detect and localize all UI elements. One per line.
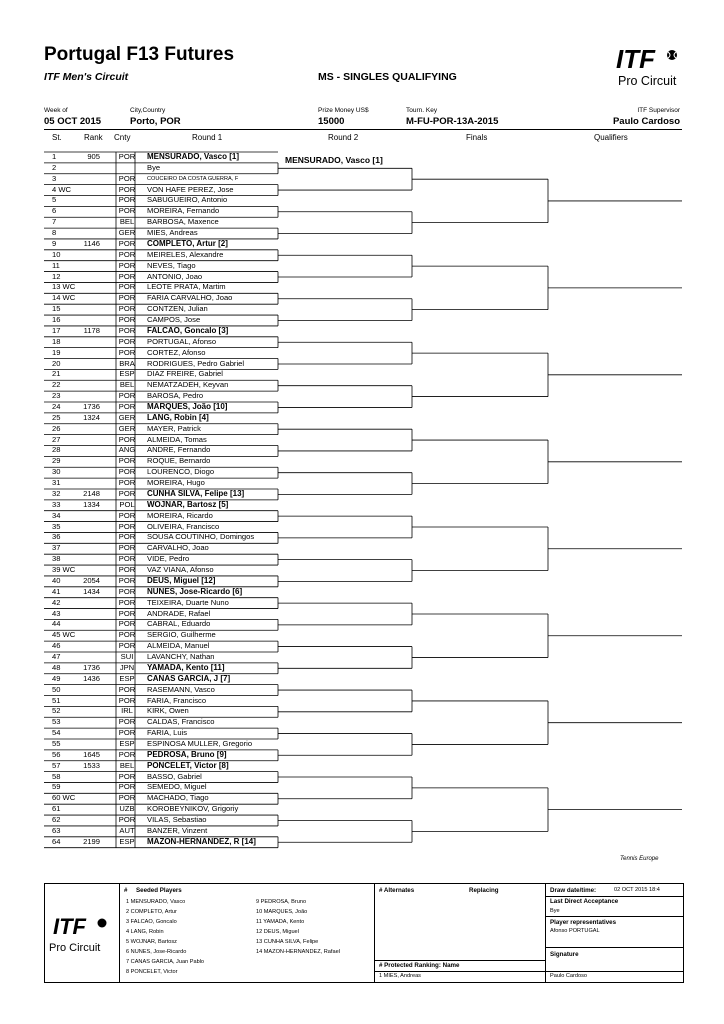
player-name: RODRIGUES, Pedro Gabriel xyxy=(147,358,245,368)
player-country: AUT xyxy=(119,825,135,835)
player-country: POR xyxy=(118,456,136,466)
seeded-player: 12 DEUS, Miguel xyxy=(256,929,299,935)
draw-position: 63 xyxy=(52,825,61,835)
player-name: CONTZEN, Julian xyxy=(147,304,208,314)
player-rank: 1324 xyxy=(83,412,100,422)
prize-value: 15000 xyxy=(318,116,345,127)
player-name: FARIA, Luis xyxy=(147,728,188,738)
player-name: CORTEZ, Afonso xyxy=(147,347,206,357)
player-country: GER xyxy=(118,228,136,238)
col-qualifiers: Qualifiers xyxy=(594,133,628,142)
player-name: LEOTE PRATA, Martim xyxy=(147,282,226,292)
draw-position: 23 xyxy=(52,391,61,401)
tennis-europe-logo: Tennis Europe xyxy=(620,856,659,862)
tourn-key-value: M-FU-POR-13A-2015 xyxy=(406,116,499,127)
player-name: MARQUES, João [10] xyxy=(147,402,228,411)
player-name: MAYER, Patrick xyxy=(147,423,201,433)
player-country: ANG xyxy=(118,445,136,455)
player-country: POR xyxy=(118,195,136,205)
draw-position: 35 xyxy=(52,521,61,531)
seeded-player: 1 MENSURADO, Vasco xyxy=(126,899,186,905)
itf-logo-word: ITF xyxy=(616,44,655,74)
player-name: KIRK, Owen xyxy=(147,706,189,716)
player-name: COMPLETO, Artur [2] xyxy=(147,238,228,248)
draw-position: 28 xyxy=(52,445,61,455)
player-country: BEL xyxy=(119,217,135,227)
player-name: NEMATZADEH, Keyvan xyxy=(147,380,229,390)
player-country: POR xyxy=(118,478,136,488)
player-name: CALDAS, Francisco xyxy=(147,717,215,727)
player-rank: 1436 xyxy=(83,673,100,683)
player-country: POR xyxy=(118,815,136,825)
seeded-player: 11 YAMADA, Kento xyxy=(256,919,305,925)
draw-position: 16 xyxy=(52,315,61,325)
draw-position: 43 xyxy=(52,608,61,618)
player-country: GER xyxy=(118,423,136,433)
player-country: POR xyxy=(118,467,136,477)
seeded-players xyxy=(120,884,375,982)
player-country: POR xyxy=(118,488,136,498)
draw-position: 26 xyxy=(52,423,61,433)
prize-label: Prize Money US$ xyxy=(318,107,369,114)
player-rank: 1736 xyxy=(83,662,100,672)
player-name: BAROSA, Pedro xyxy=(147,391,204,401)
seeded-player: 5 WOJNAR, Bartosz xyxy=(126,939,177,945)
draw-position: 20 xyxy=(52,358,61,368)
player-country: POR xyxy=(118,554,136,564)
draw-position: 53 xyxy=(52,717,61,727)
city-label: City,Country xyxy=(130,107,166,114)
player-country: ESP xyxy=(119,738,135,748)
player-country: POR xyxy=(118,293,136,303)
player-country: POR xyxy=(118,565,136,575)
draw-position: 9 xyxy=(52,238,57,248)
player-name: TEIXEIRA, Duarte Nuno xyxy=(147,597,229,607)
player-rank: 2054 xyxy=(83,575,100,585)
protected-title: # Protected Ranking: Name xyxy=(379,962,460,969)
player-country: POR xyxy=(118,597,136,607)
player-country: ESP xyxy=(119,673,135,683)
player-country: POR xyxy=(118,771,136,781)
player-name: YAMADA, Kento [11] xyxy=(147,662,225,672)
player-country: SUI xyxy=(120,652,134,662)
player-country: POR xyxy=(118,260,136,270)
player-name: ALMEIDA, Manuel xyxy=(147,641,210,651)
player-country: POR xyxy=(118,695,136,705)
draw-position: 10 xyxy=(52,249,61,259)
player-name: MOREIRA, Hugo xyxy=(147,478,205,488)
tournament-title: Portugal F13 Futures xyxy=(44,44,235,65)
player-name: CAMPOS, Jose xyxy=(147,315,201,325)
player-country: POR xyxy=(118,630,136,640)
player-name: FARIA, Francisco xyxy=(147,695,207,705)
player-rank: 1334 xyxy=(83,499,100,509)
player-name: PORTUGAL, Afonso xyxy=(147,336,217,346)
seeded-player: 2 COMPLETO, Artur xyxy=(126,909,177,915)
player-country: POR xyxy=(118,543,136,553)
seeded-player: 7 CANAS GARCIA, Juan Pablo xyxy=(126,959,205,965)
player-name: KOROBEYNIKOV, Grigoriy xyxy=(147,804,239,814)
draw-date-value: 02 OCT 2015 18:4 xyxy=(614,887,660,893)
seeded-player: 3 FALCAO, Goncalo xyxy=(126,919,177,925)
player-country: POR xyxy=(118,619,136,629)
draw-position: 36 xyxy=(52,532,61,542)
player-country: IRL xyxy=(121,706,133,716)
lda-label: Last Direct Acceptance xyxy=(550,898,619,905)
player-name: VIDE, Pedro xyxy=(147,554,190,564)
player-name: SEMEDO, Miguel xyxy=(147,782,207,792)
player-country: ESP xyxy=(119,369,135,379)
player-name: VILAS, Sebastiao xyxy=(147,815,207,825)
player-name: CARVALHO, Joao xyxy=(147,543,209,553)
player-rank: 1178 xyxy=(83,325,100,335)
player-country: POR xyxy=(118,173,136,183)
player-country: POR xyxy=(118,391,136,401)
draw-position: 3 xyxy=(52,173,57,183)
draw-position: 6 xyxy=(52,206,57,216)
itf-logo-sub: Pro Circuit xyxy=(618,74,677,88)
seeds-hash: # xyxy=(124,887,128,894)
seeded-player: 8 PONCELET, Victor xyxy=(126,969,178,975)
draw-position: 11 xyxy=(52,260,60,270)
player-country: POR xyxy=(118,206,136,216)
player-country: POR xyxy=(118,434,136,444)
player-name: BASSO, Gabriel xyxy=(147,771,202,781)
draw-position: 29 xyxy=(52,456,61,466)
player-name: CUNHA SILVA, Felipe [13] xyxy=(147,488,245,498)
draw-position: 60 WC xyxy=(52,793,76,803)
col-round2: Round 2 xyxy=(328,133,359,142)
draw-position: 2 xyxy=(52,162,57,172)
draw-position: 48 xyxy=(52,662,61,672)
player-name: MOREIRA, Ricardo xyxy=(147,510,213,520)
alternates-title: # Alternates xyxy=(379,887,415,894)
draw-position: 27 xyxy=(52,434,61,444)
draw-position: 57 xyxy=(52,760,61,770)
player-country: POR xyxy=(118,282,136,292)
draw-position: 33 xyxy=(52,499,61,509)
player-country: POR xyxy=(118,684,136,694)
player-country: POR xyxy=(118,575,136,585)
city-value: Porto, POR xyxy=(130,116,181,127)
player-name: OLIVEIRA, Francisco xyxy=(147,521,220,531)
week-label: Week of xyxy=(44,107,68,114)
player-country: POR xyxy=(118,521,136,531)
player-name: PONCELET, Victor [8] xyxy=(147,760,229,770)
draw-position: 46 xyxy=(52,641,61,651)
player-name: NEVES, Tiago xyxy=(147,260,196,270)
draw-position: 64 xyxy=(52,836,61,846)
player-name: Bye xyxy=(147,162,161,172)
player-country: POR xyxy=(118,793,136,803)
protected-entry: 1 MIES, Andreas xyxy=(379,973,421,979)
draw-position: 51 xyxy=(52,695,61,705)
player-name: ANTONIO, Joao xyxy=(147,271,203,281)
player-name: BARBOSA, Maxence xyxy=(147,217,219,227)
player-name: LANG, Robin [4] xyxy=(147,412,209,422)
draw-position: 40 xyxy=(52,575,61,585)
rep-label: Player representatives xyxy=(550,919,617,926)
draw-position: 49 xyxy=(52,673,61,683)
player-country: POR xyxy=(118,315,136,325)
player-name: VAZ VIANA, Afonso xyxy=(147,565,214,575)
player-country: POR xyxy=(118,325,136,335)
player-name: ESPINOSA MULLER, Gregorio xyxy=(147,738,253,748)
draw-position: 56 xyxy=(52,749,61,759)
player-name: RASEMANN, Vasco xyxy=(147,684,215,694)
player-name: MACHADO, Tiago xyxy=(147,793,209,803)
player-country: POR xyxy=(118,347,136,357)
round2-winner: MENSURADO, Vasco [1] xyxy=(285,155,383,165)
player-name: DIAZ FREIRE, Gabriel xyxy=(147,369,223,379)
player-name: WOJNAR, Bartosz [5] xyxy=(147,499,229,509)
draw-position: 8 xyxy=(52,228,57,238)
player-rank: 905 xyxy=(87,152,100,161)
player-country: POR xyxy=(118,782,136,792)
col-cnty: Cnty xyxy=(114,133,131,142)
supervisor-label: ITF Supervisor xyxy=(637,107,680,114)
player-name: NUNES, Jose-Ricardo [6] xyxy=(147,586,243,596)
draw-position: 47 xyxy=(52,652,61,662)
player-name: LAVANCHY, Nathan xyxy=(147,652,215,662)
player-rank: 1434 xyxy=(83,586,100,596)
player-country: ESP xyxy=(119,836,135,846)
player-country: POR xyxy=(118,304,136,314)
player-country: POR xyxy=(118,402,136,411)
circuit-name: ITF Men's Circuit xyxy=(44,71,129,83)
player-name: CANAS GARCIA, J [7] xyxy=(147,673,231,683)
seeded-player: 9 PEDROSA, Bruno xyxy=(256,899,307,905)
player-name: FALCAO, Goncalo [3] xyxy=(147,325,229,335)
player-rank: 2148 xyxy=(83,488,100,498)
player-rank: 1645 xyxy=(83,749,100,759)
draw-position: 44 xyxy=(52,619,61,629)
seeded-player: 6 NUNES, Jose-Ricardo xyxy=(126,949,187,955)
player-name: DEUS, Miguel [12] xyxy=(147,575,216,585)
player-name: ANDRE, Fernando xyxy=(147,445,211,455)
col-finals: Finals xyxy=(466,133,488,142)
seeded-player: 10 MARQUES, João xyxy=(256,909,308,915)
player-country: JPN xyxy=(119,662,135,672)
draw-position: 38 xyxy=(52,554,61,564)
draw-position: 55 xyxy=(52,738,61,748)
draw-info xyxy=(546,884,683,982)
draw-position: 62 xyxy=(52,815,61,825)
player-country: POR xyxy=(118,532,136,542)
week-value: 05 OCT 2015 xyxy=(44,116,102,127)
player-country: BEL xyxy=(119,380,135,390)
draw-position: 59 xyxy=(52,782,61,792)
seeded-player: 14 MAZON-HERNANDEZ, Rafael xyxy=(256,949,340,955)
player-country: UZB xyxy=(119,804,135,814)
itf-logo-bottom-word: ITF xyxy=(53,914,86,939)
draw-position: 1 xyxy=(52,152,57,161)
draw-position: 22 xyxy=(52,380,61,390)
player-name: VON HAFE PEREZ, Jose xyxy=(147,184,234,194)
player-name: ANDRADE, Rafael xyxy=(147,608,211,618)
player-name: MENSURADO, Vasco [1] xyxy=(147,152,240,161)
info-box xyxy=(44,883,684,983)
draw-position: 4 WC xyxy=(52,184,71,194)
player-name: MIES, Andreas xyxy=(147,228,198,238)
draw-position: 52 xyxy=(52,706,61,716)
player-name: SABUGUEIRO, Antonio xyxy=(147,195,228,205)
draw-position: 34 xyxy=(52,510,61,520)
draw-position: 17 xyxy=(52,325,61,335)
player-country: POR xyxy=(118,184,136,194)
draw-position: 58 xyxy=(52,771,61,781)
player-country: POR xyxy=(118,586,136,596)
draw-position: 21 xyxy=(52,369,61,379)
player-name: CABRAL, Eduardo xyxy=(147,619,211,629)
seeded-player: 4 LANG, Robin xyxy=(126,929,164,935)
player-country: GER xyxy=(118,412,136,422)
player-name: SERGIO, Guilherme xyxy=(147,630,216,640)
lda-value: Bye xyxy=(550,908,560,914)
player-name: FARIA CARVALHO, Joao xyxy=(147,293,233,303)
player-rank: 2199 xyxy=(83,836,100,846)
player-name: MAZON-HERNANDEZ, R [14] xyxy=(147,836,256,846)
draw-position: 14 WC xyxy=(52,293,76,303)
player-name: PEDROSA, Bruno [9] xyxy=(147,749,227,759)
player-country: POR xyxy=(118,728,136,738)
player-name: ROQUE, Bernardo xyxy=(147,456,211,466)
draw-position: 24 xyxy=(52,402,61,411)
player-name: BANZER, Vinzent xyxy=(147,825,208,835)
player-country: POR xyxy=(118,717,136,727)
draw-position: 42 xyxy=(52,597,61,607)
draw-position: 19 xyxy=(52,347,61,357)
player-country: POR xyxy=(118,608,136,618)
signature-value: Paulo Cardoso xyxy=(550,973,588,979)
draw-position: 37 xyxy=(52,543,61,553)
tennis-ball-icon xyxy=(97,918,107,928)
player-name: COUCEIRO DA COSTA GUERRA, F xyxy=(147,175,239,182)
draw-position: 12 xyxy=(52,271,61,281)
itf-logo-bottom xyxy=(45,884,120,982)
signature-label: Signature xyxy=(550,951,579,958)
draw-position: 41 xyxy=(52,586,61,596)
player-name: LOURENCO, Diogo xyxy=(147,467,215,477)
draw-position: 30 xyxy=(52,467,61,477)
draw-position: 13 WC xyxy=(52,282,76,292)
draw-position: 50 xyxy=(52,684,61,694)
rep-value: Afonso PORTUGAL xyxy=(550,928,600,934)
draw-position: 45 WC xyxy=(52,630,76,640)
player-country: POR xyxy=(118,238,136,248)
col-round1: Round 1 xyxy=(192,133,223,142)
tourn-key-label: Tourn. Key xyxy=(406,107,438,114)
player-rank: 1146 xyxy=(83,238,100,248)
draw-position: 7 xyxy=(52,217,57,227)
draw-position: 54 xyxy=(52,728,61,738)
seeded-player: 13 CUNHA SILVA, Felipe xyxy=(256,939,319,945)
itf-logo-bottom-sub: Pro Circuit xyxy=(49,942,101,954)
player-country: BEL xyxy=(119,760,135,770)
player-name: MEIRELES, Alexandre xyxy=(147,249,224,259)
player-country: POR xyxy=(118,510,136,520)
draw-position: 15 xyxy=(52,304,61,314)
player-rank: 1533 xyxy=(83,760,100,770)
player-country: BRA xyxy=(119,358,135,368)
seeds-title: Seeded Players xyxy=(136,887,182,894)
draw-position: 5 xyxy=(52,195,57,205)
player-country: POR xyxy=(118,271,136,281)
player-rank: 1736 xyxy=(83,402,100,411)
col-st: St. xyxy=(52,133,62,142)
draw-position: 61 xyxy=(52,804,61,814)
player-name: MOREIRA, Fernando xyxy=(147,206,220,216)
draw-position: 18 xyxy=(52,336,61,346)
replacing-label: Replacing xyxy=(469,887,499,894)
col-rank: Rank xyxy=(84,133,103,142)
player-country: POR xyxy=(118,249,136,259)
player-name: ALMEIDA, Tomas xyxy=(147,434,207,444)
player-country: POR xyxy=(118,749,136,759)
player-country: POL xyxy=(119,499,135,509)
draw-position: 32 xyxy=(52,488,61,498)
supervisor-value: Paulo Cardoso xyxy=(612,116,680,127)
draw-position: 31 xyxy=(52,478,61,488)
event-name: MS - SINGLES QUALIFYING xyxy=(318,71,457,83)
draw-date-label: Draw date/time: xyxy=(550,887,597,894)
draw-position: 25 xyxy=(52,412,61,422)
player-country: POR xyxy=(118,336,136,346)
player-country: POR xyxy=(118,152,136,161)
alternates xyxy=(375,884,546,982)
player-country: POR xyxy=(118,641,136,651)
draw-position: 39 WC xyxy=(52,565,76,575)
player-name: SOUSA COUTINHO, Domingos xyxy=(147,532,255,542)
